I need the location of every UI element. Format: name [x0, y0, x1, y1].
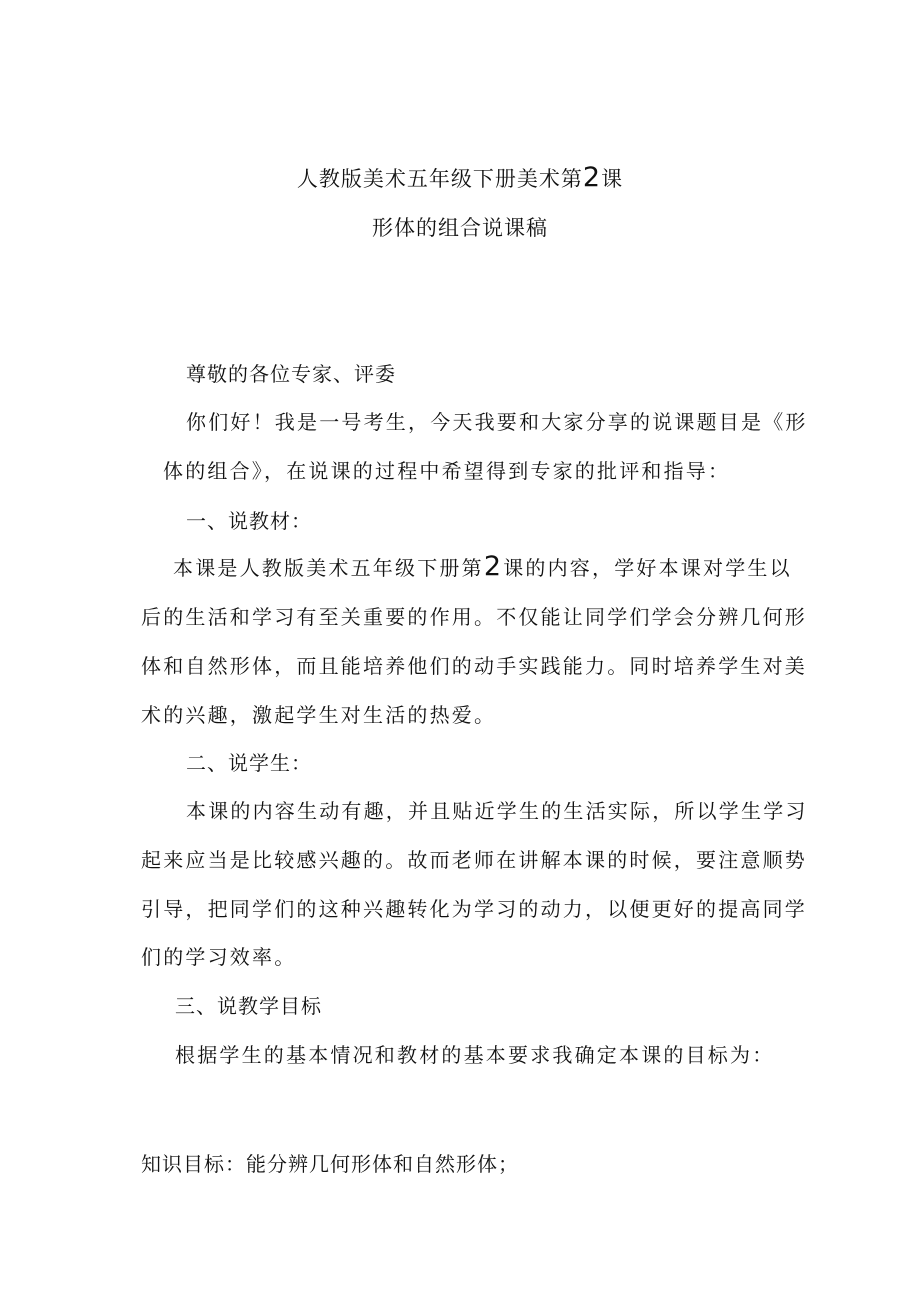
section-3-heading: 三、说教学目标	[175, 994, 322, 1018]
section-2-line-2: 起来应当是比较感兴趣的。故而老师在讲解本课的时候，要注意顺势	[141, 848, 807, 872]
section-2-heading: 二、说学生：	[186, 751, 312, 775]
section-2-line-4: 们的学习效率。	[141, 945, 297, 969]
intro-line-1: 你们好！我是一号考生，今天我要和大家分享的说课题目是《形	[186, 410, 808, 434]
section-1-line-1-pre: 本课是人教版美术五年级下册第	[173, 556, 484, 580]
section-1-line-2: 后的生活和学习有至关重要的作用。不仅能让同学们学会分辨几何形	[141, 605, 807, 629]
title-lesson-number: 2	[582, 162, 602, 193]
section-1-line-3: 体和自然形体，而且能培养他们的动手实践能力。同时培养学生对美	[141, 654, 807, 678]
section-1-line-1	[173, 553, 792, 582]
section-1-lesson-number: 2	[483, 551, 504, 582]
title-text-pre: 人教版美术五年级下册美术第	[296, 167, 583, 191]
title-text-post: 课	[601, 167, 624, 191]
salutation: 尊敬的各位专家、评委	[186, 362, 396, 386]
intro-line-2: 体的组合》，在说课的过程中希望得到专家的批评和指导：	[163, 459, 731, 483]
section-1-line-4: 术的兴趣，激起学生对生活的热爱。	[141, 703, 497, 727]
section-1-heading: 一、说教材：	[186, 509, 312, 533]
page-title-line-2: 形体的组合说课稿	[372, 216, 548, 240]
section-1-line-1-post: 课的内容，学好本课对学生以	[503, 556, 792, 580]
knowledge-goal: 知识目标：能分辨几何形体和自然形体；	[141, 1152, 519, 1176]
section-3-line-1: 根据学生的基本情况和教材的基本要求我确定本课的目标为：	[175, 1043, 775, 1067]
section-2-line-3: 引导，把同学们的这种兴趣转化为学习的动力，以便更好的提高同学	[141, 897, 807, 921]
page-title-line-1	[0, 164, 920, 193]
section-2-line-1: 本课的内容生动有趣，并且贴近学生的生活实际，所以学生学习	[186, 799, 808, 823]
